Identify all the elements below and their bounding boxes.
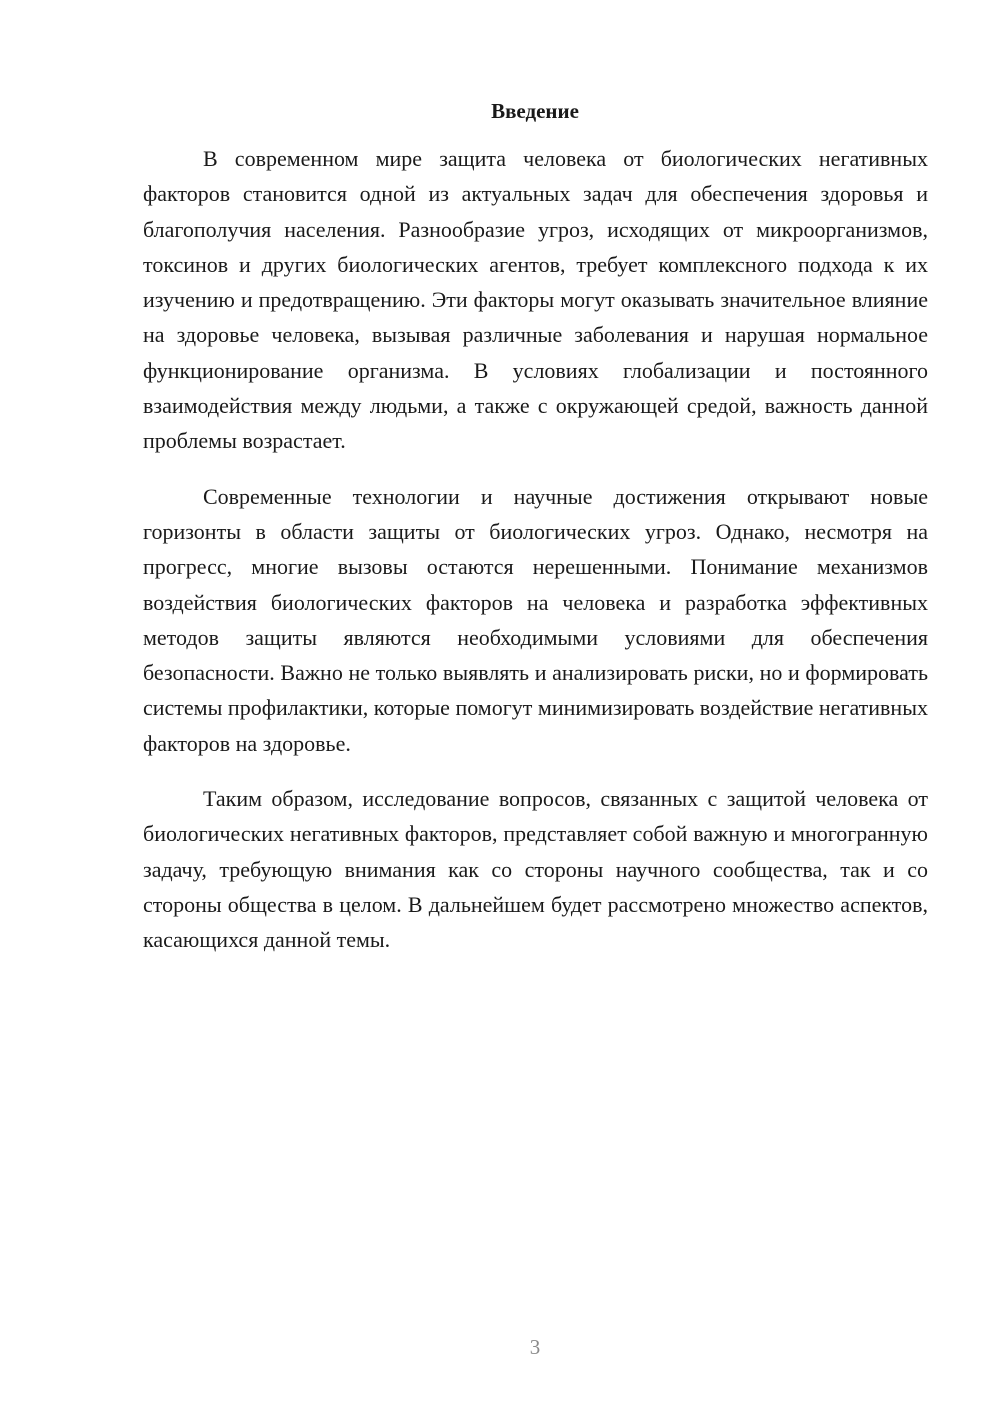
section-title: Введение: [491, 99, 579, 123]
paragraph-1: В современном мире защита человека от биологических негативных факторов становится одной из актуальных задач для обеспечения здоровья и благополучия населения. Разнообразие угроз, исходящих от микроорганизмов, токсинов и других биологических агентов, требует комплексного подхода к их изучению и предотвращению. Эти факторы могут оказывать значительное влияние на здоровье человека, вызывая различные заболевания и нарушая нормальное функционирование организма. В условиях глобализации и постоянного взаимодействия между людьми, а также с окружающей средой, важность данной проблемы возрастает.: [143, 146, 928, 454]
paragraph-2: Современные технологии и научные достижения открывают новые горизонты в области защиты от биологических угроз. Однако, несмотря на прогресс, многие вызовы остаются нерешенными. Понимание механизмов воздействия биологических факторов на человека и разработка эффективных методов защиты являются необходимыми условиями для обеспечения безопасности. Важно не только выявлять и анализировать риски, но и формировать системы профилактики, которые помогут минимизировать воздействие негативных факторов на здоровье.: [143, 483, 928, 756]
paragraph-3: Таким образом, исследование вопросов, связанных с защитой человека от биологических негативных факторов, представляет собой важную и многогранную задачу, требующую внимания как со стороны научного сообщества, так и со стороны общества в целом. В дальнейшем будет рассмотрено множество аспектов, касающихся данной темы.: [143, 786, 928, 953]
body-text: [143, 141, 928, 978]
page-number: 3: [529, 1335, 541, 1359]
